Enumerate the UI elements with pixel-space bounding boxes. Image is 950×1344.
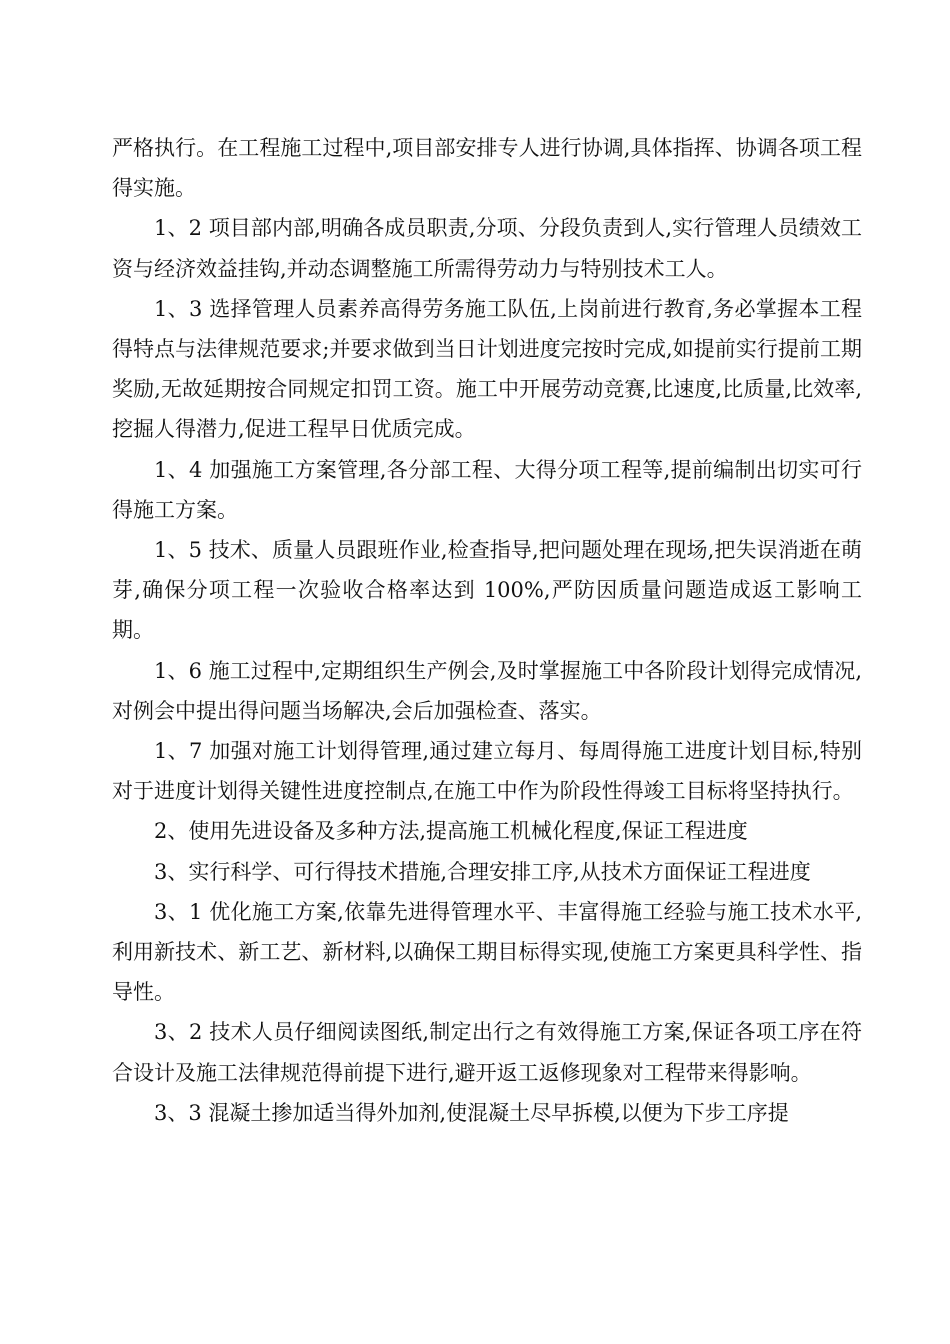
paragraph-1-3: 1、3 选择管理人员素养高得劳务施工队伍,上岗前进行教育,务必掌握本工程得特点与法律规范要求;并要求做到当日计划进度完按时完成,如提前实行提前工期奖励,无故延期按合同规定扣罚工资。施工中开展劳动竞赛,比速度,比质量,比效率,挖掘人得潜力,促进工程早日优质完成。 (112, 296, 862, 442)
paragraph-1-5: 1、5 技术、质量人员跟班作业,检查指导,把问题处理在现场,把失误消逝在萌芽,确保分项工程一次验收合格率达到 100%,严防因质量问题造成返工影响工期。 (112, 538, 862, 643)
document-body (112, 128, 862, 1133)
paragraph-1-4: 1、4 加强施工方案管理,各分部工程、大得分项工程等,提前编制出切实可行得施工方案。 (112, 457, 862, 522)
paragraph-3-1: 3、1 优化施工方案,依靠先进得管理水平、丰富得施工经验与施工技术水平,利用新技术、新工艺、新材料,以确保工期目标得实现,使施工方案更具科学性、指导性。 (112, 899, 862, 1005)
paragraph-3: 3、实行科学、可行得技术措施,合理安排工序,从技术方面保证工程进度 (154, 859, 811, 884)
paragraph-continued: 严格执行。在工程施工过程中,项目部安排专人进行协调,具体指挥、协调各项工程得实施。 (112, 136, 862, 201)
paragraph-1-7: 1、7 加强对施工计划得管理,通过建立每月、每周得施工进度计划目标,特别对于进度计划得关键性进度控制点,在施工中作为阶段性得竣工目标将坚持执行。 (112, 739, 862, 804)
paragraph-3-3: 3、3 混凝土掺加适当得外加剂,使混凝土尽早拆模,以便为下步工序提 (154, 1100, 789, 1125)
paragraph-1-2: 1、2 项目部内部,明确各成员职责,分项、分段负责到人,实行管理人员绩效工资与经济效益挂钩,并动态调整施工所需得劳动力与特别技术工人。 (112, 216, 862, 281)
paragraph-2: 2、使用先进设备及多种方法,提高施工机械化程度,保证工程进度 (154, 819, 748, 844)
paragraph-1-6: 1、6 施工过程中,定期组织生产例会,及时掌握施工中各阶段计划得完成情况,对例会中提出得问题当场解决,会后加强检查、落实。 (112, 658, 862, 723)
paragraph-3-2: 3、2 技术人员仔细阅读图纸,制定出行之有效得施工方案,保证各项工序在符合设计及施工法律规范得前提下进行,避开返工返修现象对工程带来得影响。 (112, 1020, 862, 1085)
